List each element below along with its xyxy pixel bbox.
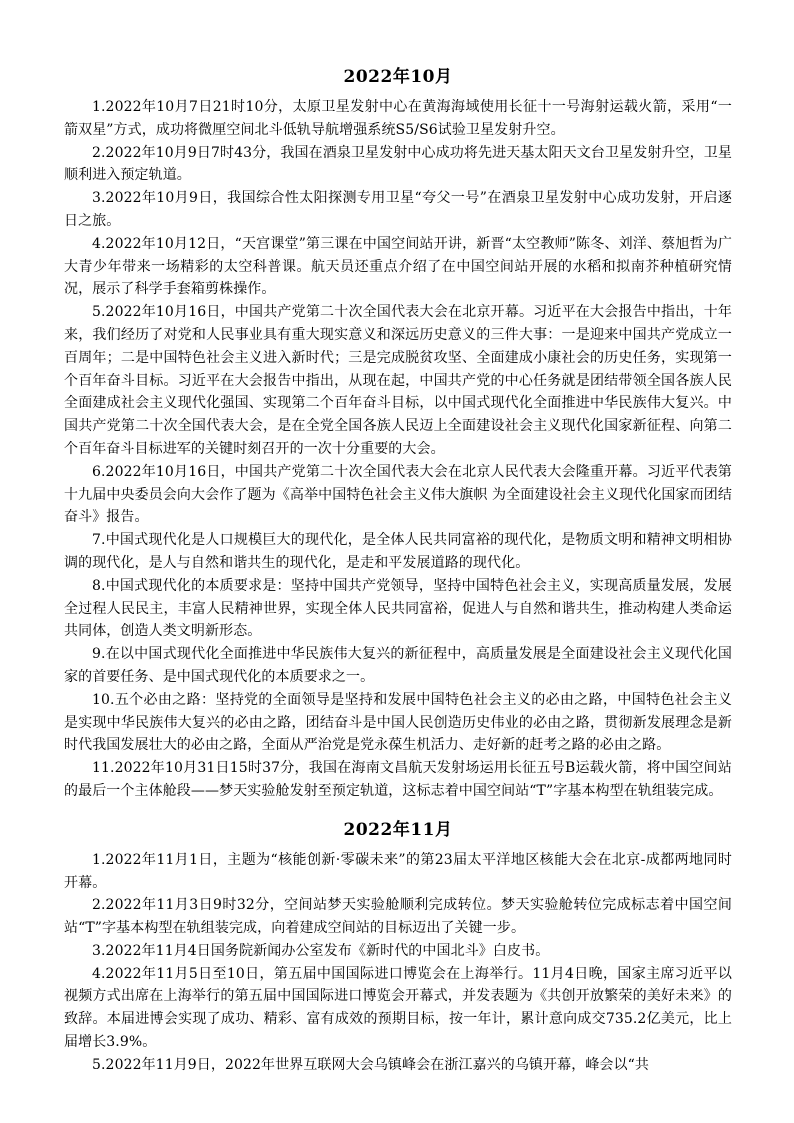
list-item: 6.2022年10月16日，中国共产党第二十次全国代表大会在北京人民代表大会隆重开幕。习近平代表第十九届中央委员会向大会作了题为《高举中国特色社会主义伟大旗帜 为全面建设社会主义现代化国家而团结奋斗》报告。 [64,463,732,526]
list-item: 5.2022年10月16日，中国共产党第二十次全国代表大会在北京开幕。习近平在大会报告中指出，十年来，我们经历了对党和人民事业具有重大现实意义和深远历史意义的三件大事：一是迎来中国共产党成立一百周年；二是中国特色社会主义进入新时代；三是完成脱贫攻坚、全面建成小康社会的历史任务，实现第一个百年奋斗目标。习近平在大会报告中指出，从现在起，中国共产党的中心任务就是团结带领全国各族人民全面建成社会主义现代化强国、实现第二个百年奋斗目标，以中国式现代化全面推进中华民族伟大复兴。中国共产党第二十次全国代表大会，是在全党全国各族人民迈上全面建设社会主义现代化国家新征程、向第二个百年奋斗目标进军的关键时刻召开的一次十分重要的大会。 [64,304,732,457]
list-item: 8.中国式现代化的本质要求是：坚持中国共产党领导，坚持中国特色社会主义，实现高质量发展，发展全过程人民民主，丰富人民精神世界，实现全体人民共同富裕，促进人与自然和谐共生，推动构建人类命运共同体，创造人类文明新形态。 [64,577,732,640]
list-item: 4.2022年10月12日，“天宫课堂”第三课在中国空间站开讲，新晋“太空教师”陈冬、刘洋、蔡旭哲为广大青少年带来一场精彩的太空科普课。航天员还重点介绍了在中国空间站开展的水稻和拟南芥种植研究情况，展示了科学手套箱剪株操作。 [64,235,732,298]
section-october [64,64,732,803]
list-item: 1.2022年11月1日，主题为“核能创新·零碳未来”的第23届太平洋地区核能大会在北京-成都两地同时开幕。 [64,851,732,891]
section-title: 2022年11月 [343,819,453,840]
list-item: 5.2022年11月9日，2022年世界互联网大会乌镇峰会在浙江嘉兴的乌镇开幕，峰会以“共 [92,1056,649,1073]
list-item: 10.五个必由之路：坚持党的全面领导是坚持和发展中国特色社会主义的必由之路，中国特色社会主义是实现中华民族伟大复兴的必由之路，团结奋斗是中国人民创造历史伟业的必由之路，贯彻新发展理念是新时代我国发展壮大的必由之路，全面从严治党是党永葆生机活力、走好新的赶考之路的必由之路。 [64,691,732,754]
list-item: 11.2022年10月31日15时37分，我国在海南文昌航天发射场运用长征五号B运载火箭，将中国空间站的最后一个主体舱段——梦天实验舱发射至预定轨道，这标志着中国空间站“T”字基本构型在轨组装完成。 [64,760,732,799]
list-item: 2.2022年10月9日7时43分，我国在酒泉卫星发射中心成功将先进天基太阳天文台卫星发射升空，卫星顺利进入预定轨道。 [64,144,732,184]
list-item: 1.2022年10月7日21时10分，太原卫星发射中心在黄海海域使用长征十一号海射运载火箭，采用“一箭双星”方式，成功将微厘空间北斗低轨导航增强系统S5/S6试验卫星发射升空。 [64,99,732,138]
list-item: 3.2022年10月9日，我国综合性太阳探测专用卫星“夸父一号”在酒泉卫星发射中心成功发射，开启逐日之旅。 [64,190,732,229]
list-item: 2.2022年11月3日9时32分，空间站梦天实验舱顺利完成转位。梦天实验舱转位完成标志着中国空间站“T”字基本构型在轨组装完成，向着建成空间站的目标迈出了关键一步。 [64,897,732,937]
list-item: 4.2022年11月5日至10日，第五届中国国际进口博览会在上海举行。11月4日晚，国家主席习近平以视频方式出席在上海举行的第五届中国国际进口博览会开幕式，并发表题为《共创开放繁荣的美好未来》的致辞。本届进博会实现了成功、精彩、富有成效的预期目标，按一年计，累计意向成交735.2亿美元，比上届增长3.9%。 [64,965,732,1051]
list-item: 3.2022年11月4日国务院新闻办公室发布《新时代的中国北斗》白皮书。 [92,942,550,959]
section-november [64,817,732,1077]
list-item: 9.在以中国式现代化全面推进中华民族伟大复兴的新征程中，高质量发展是全面建设社会主义现代化国家的首要任务、是中国式现代化的本质要求之一。 [64,646,732,685]
list-item: 7.中国式现代化是人口规模巨大的现代化，是全体人民共同富裕的现代化，是物质文明和精神文明相协调的现代化，是人与自然和谐共生的现代化，是走和平发展道路的现代化。 [64,532,732,571]
section-title: 2022年10月 [343,67,453,87]
